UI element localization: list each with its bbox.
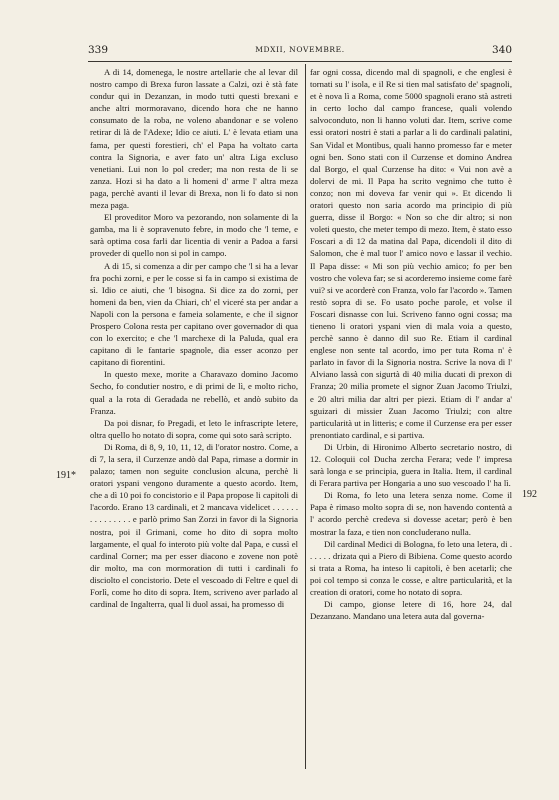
paragraph: A di 15, si comenza a dir per campo che 'l si ha a levar fra pochi zorni, e per le cosse si fa in campo si existima de sì. Idio ce aiuti, che 'l bisogna. Si dice za do zorni, per homeni da ben, vien da Chiari, ch' el viceré sta per andar a Napoli con la persona e fameia solamente, e che il signor Prospero Colona resta per capitano over governador di qua con lo exercito; e che 'l marchexe di la Paluda, qual era capitano di le fantarie spagnole, dia esser aconzo per capitano di fiorentini. [90,260,298,368]
paragraph: El proveditor Moro va pezorando, non solamente di la gamba, ma li è sopravenuto febre, in modo che 'l teme, e sarà optima cosa farli dar licentia di venir a Padoa a farsi proveder di quello non si pol in campo. [90,212,298,259]
paragraph: Di campo, gionse letere di 16, hore 24, dal Dezanzano. Mandano una letera auta dal governa- [310,599,512,622]
header-rule [88,61,512,62]
running-title: MDXII, NOVEMBRE. [255,45,345,54]
paragraph: A di 14, domenega, le nostre artellarie che al levar dil nostro campo di Brexa furon lassate a Calzi, ozi è stà fate condur qui in Dezanzan, in modo tutti questi brexani e anche altri mormoravano, dicendo hora che ne hanno consumato de la roba, ne voleno abandonar e se voleno retirar di là de l'Adexe; Idio ce aiuti. L' è levata etiam una fama, per questi forestieri, ch' el Papa ha voltato carta contra la Signoria, e aver fato un' altra Liga excluso venetiani. Lui non lo pol creder; ma non resta de li se zanza. Hozi si ha dato a li homeni d' arme l' altra meza paga, perchè avanti il levar di Brexa, non li fo dato si non meza paga. [90,67,298,211]
paragraph: In questo mexe, morite a Charavazo domino Jacomo Secho, fo condutier nostro, e di primi de lì, e molto richo, qual a la rota di Geradada ne rebellò, et andò subito da Franza. [90,369,298,416]
paragraph: Di Roma, fo leto una letera senza nome. Come il Papa è rimaso molto sopra di se, non havendo contentà a l' acordo perchè credeva si dovesse acetar; però è ben mostrar la faza, e tien non concluderano nulla. [310,490,512,537]
right-column [310,66,512,622]
paragraph: Da poi disnar, fo Pregadi, et leto le infrascripte letere, oltra quello ho notato di sopra, come qui soto sarà scripto. [90,417,298,440]
paragraph: Di Roma, di 8, 9, 10, 11, 12, di l'orator nostro. Come, a dì 7, la sera, il Curzenze andò dal Papa, rimase a dormir in palazo; tamen non seguite conclusion alcuna, perchè li oratori yspani vengono duramente a questo acordo. Item, che a dì 10 poi fo concistorio e il Papa propose li capitoli di l'acordo. Erano 13 cardinali, et 2 mancava videlicet . . . . . . . . . . . . . . . e parlò primo San Zorzi in favor di la Signoria nostra, poi il Grimani, come ho dito di sopra molto largamente, el qual fo interoto più volte dal Papa, e cussì el cardinal Corner; ma per esser diacono e zovene non potè dir molto, ma con mormoration di tutti i cardinali fo disciolto el concistorio. Dete el vescoado di Feltre e quel di Forlì, come ho dito di sopra. Item, scriveno aver parlado al cardinal de Ingalterra, qual li duol assai, ha promesso di [90,441,298,610]
page-number-right: 340 [491,44,512,56]
left-column [90,66,298,610]
margin-number-right: 192 [522,489,537,500]
page-number-left: 339 [88,44,109,56]
column-divider [305,64,306,769]
margin-number-left: 191* [56,470,76,481]
paragraph: Dil cardinal Medici di Bologna, fo leto una letera, di . . . . . . drizata qui a Piero di Bibiena. Come questo acordo si trata a Roma, ha inteso li capitoli, è ben acetarli; che poi col tempo si conza le cosse, e altre particularità, et la creation di oratori, come ho notato di sopra. [310,538,512,598]
page-header [88,44,512,60]
paragraph: Di Urbin, di Hironimo Alberto secretario nostro, di 12. Coloquii col Ducha zercha Ferara; vede l' impresa sarà longa e se principia, guera in Italia. Item, il cardinal di Ferara partiva per Hongaria a uno suo vescoado l' ha lì. [310,441,512,489]
paragraph: far ogni cossa, dicendo mal di spagnoli, e che englesi è tornati su l' isola, e il Re si tien mal satisfato de' spagnoli, et è nova lì a Roma, come 5000 spagnoli erano stà astreti in certo locho dal campo francese, quali volendo salvoconduto, non li hanno voluti dar. Item, scrive come essi oratori nostri è stati a parlar a li do cardinali palatini, San Vidal et Montibus, quali hanno promesso far e meter ogni ben. Sono stati con il Curzense et domino Andrea dal Borgo, el qual Curzense ha dito: « Vui non avè a dolervi de mi. Il Papa ha scrito vegnimo che tutto è conzo; non mi doveva far venir qui ». Et dicendo li oratori questo non saria acordo ma principio di più guerra, disse il Borgo: « Non so che dir altro; si non voleti questo, che meter tempo di mezo. Item, è stato esso Foscari a dì 12 da matina dal Papa, dicendoli il dito di Salomon, che è mal tuor l' amico novo e lassar il vechio. Il Papa disse: « Mi son più vechio amico; fo per ben vostro che voleva far; se si acorderemo insieme come farè vui? si ve acorderè con Franza, volo far l'acordo ». Tamen restò sopra di se. Fo usato poche parole, et volse il Foscari disnasse con lui. Scriveno fanno ogni cossa; ma tieneno li oratori yspani vien di mala voia a questo, perchè sanno è danno dil suo Re. Etiam il cardinal englese non sente tal acordo, imo per tuta Roma n' è parlato in favor di la Signoria nostra. Scrive la nova di l' Alviano lassà con sigurtà di 40 milia ducati di prexon di Franza; 20 milia promete el signor Zuan Jacomo Triulzi, e 20 altri milia dar altri per piezi. Etiam di l' andar a' sguizari di missier Zuan Jacomo Triulzi; con altre particularità ut in litteris; e come il Curzense era per esser prenontiato cardinal, e si partiva. [310,67,512,440]
